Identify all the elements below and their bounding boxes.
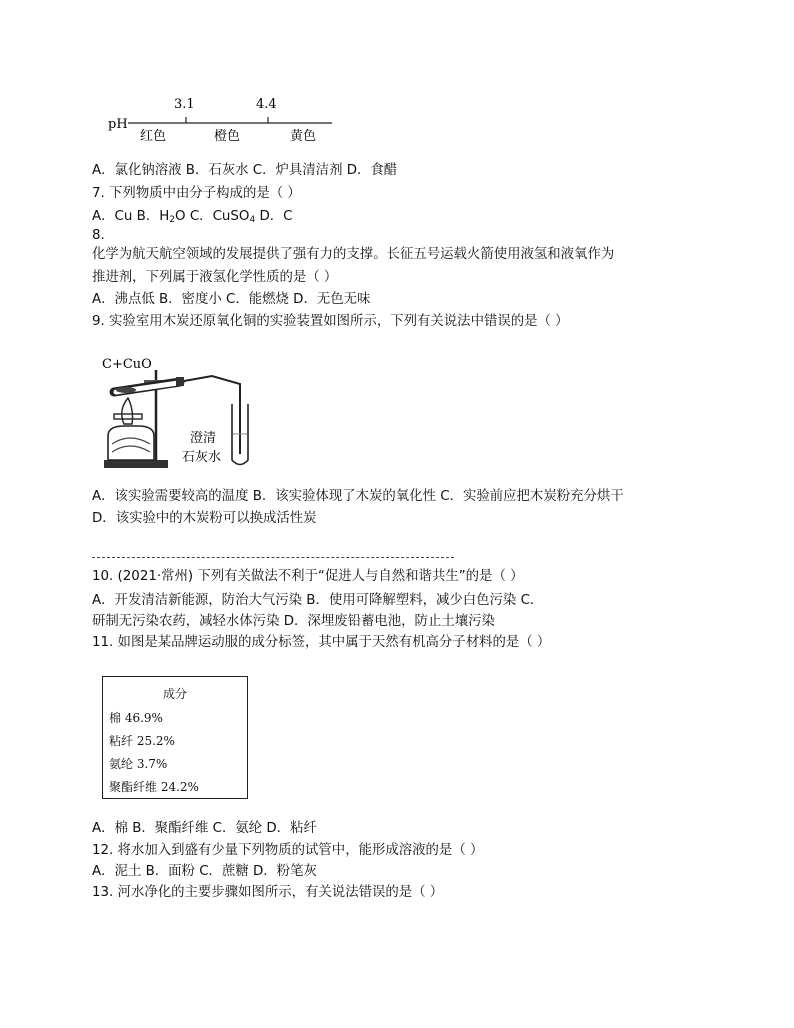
table-row: 聚酯纤维 24.2% bbox=[109, 780, 199, 794]
reactant-powder bbox=[116, 387, 136, 393]
q9-stem: 9. 实验室用木炭还原氧化铜的实验装置如图所示，下列有关说法中错误的是（ ） bbox=[92, 314, 569, 329]
stopper bbox=[176, 377, 184, 386]
apparatus-label-reactants: C+CuO bbox=[102, 357, 152, 372]
q9-options-line1: A．该实验需要较高的温度 B．该实验体现了木炭的氧化性 C．实验前应把木炭粉充分烘干 bbox=[92, 489, 624, 504]
stand-base bbox=[104, 460, 168, 468]
q6-options: A．氯化钠溶液 B．石灰水 C．炉具清洁剂 D．食醋 bbox=[92, 163, 398, 178]
ph-color-yellow: 黄色 bbox=[290, 129, 317, 144]
table-row: 粘纤 25.2% bbox=[109, 734, 175, 748]
q10-options-line2: 研制无污染农药，减轻水体污染 D．深埋废铅蓄电池，防止土壤污染 bbox=[92, 614, 495, 629]
ph-color-red: 红色 bbox=[140, 129, 167, 144]
apparatus-figure bbox=[100, 352, 260, 470]
ph-color-orange: 橙色 bbox=[214, 129, 241, 144]
q10-stem: 10. (2021·常州) 下列有关做法不利于“促进人与自然和谐共生”的是（ ） bbox=[92, 569, 524, 584]
table-row: 氨纶 3.7% bbox=[109, 757, 168, 771]
ph-scale-figure bbox=[108, 92, 338, 144]
q9-options-line2: D．该实验中的木炭粉可以换成活性炭 bbox=[92, 511, 317, 526]
q11-stem: 11. 如图是某品牌运动服的成分标签，其中属于天然有机高分子材料的是（ ） bbox=[92, 635, 551, 650]
q12-stem: 12. 将水加入到盛有少量下列物质的试管中，能形成溶液的是（ ） bbox=[92, 843, 484, 858]
ph-tick-label-1: 3.1 bbox=[174, 97, 195, 112]
q8-stem-line2: 推进剂，下列属于液氢化学性质的是（ ） bbox=[92, 270, 338, 285]
q7-stem: 7. 下列物质中由分子构成的是（ ） bbox=[92, 186, 301, 201]
q8-stem-line1: 化学为航天航空领域的发展提供了强有力的支撑。长征五号运载火箭使用液氢和液氧作为 bbox=[92, 247, 615, 262]
q7-options: A．Cu B．$H_2O$ C．CuSO$_4$ D．C bbox=[92, 209, 293, 225]
table-row: 棉 46.9% bbox=[109, 711, 163, 725]
q8-number: 8. bbox=[92, 228, 105, 243]
q8-options: A．沸点低 B．密度小 C．能燃烧 D．无色无味 bbox=[92, 292, 371, 307]
ph-label: pH bbox=[108, 117, 128, 132]
limewater-label-1: 澄清 bbox=[190, 431, 217, 446]
q10-options-line1: A．开发清洁新能源，防治大气污染 B．使用可降解塑料，减少白色污染 C． bbox=[92, 593, 544, 608]
limewater-label-2: 石灰水 bbox=[182, 450, 222, 465]
table-title: 成分 bbox=[162, 687, 187, 701]
q12-options: A．泥土 B．面粉 C．蔗糖 D．粉笔灰 bbox=[92, 864, 317, 879]
flame bbox=[122, 398, 133, 424]
ph-tick-label-2: 4.4 bbox=[256, 97, 277, 112]
q13-stem: 13. 河水净化的主要步骤如图所示，有关说法错误的是（ ） bbox=[92, 885, 444, 900]
composition-label-table bbox=[102, 676, 248, 799]
section-divider bbox=[92, 557, 454, 558]
q11-options: A．棉 B．聚酯纤维 C．氨纶 D．粘纤 bbox=[92, 821, 317, 836]
